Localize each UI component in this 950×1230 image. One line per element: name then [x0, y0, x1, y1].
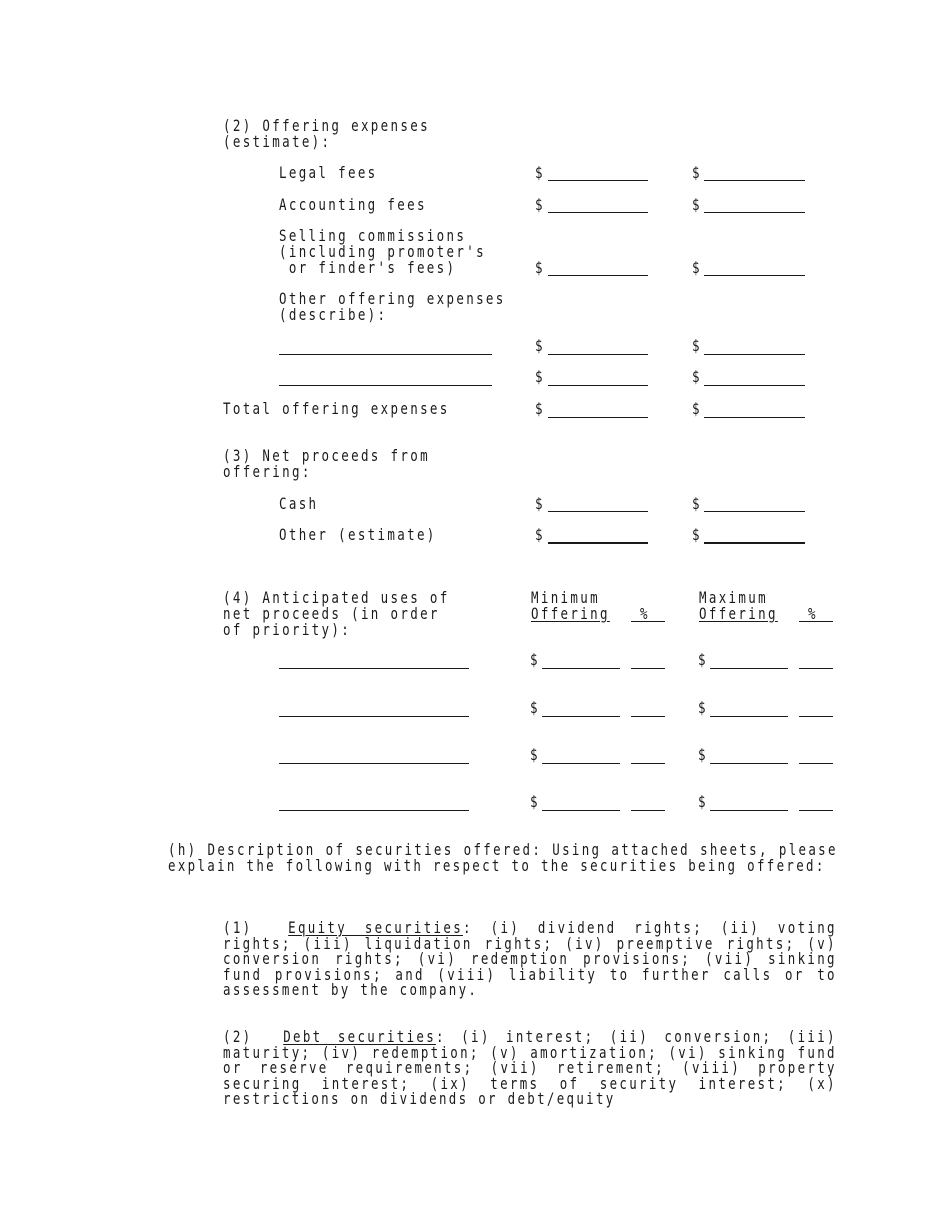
minimum-offering-column-header: Offering: [531, 604, 610, 623]
total-offering-expenses-min-field[interactable]: [548, 417, 648, 418]
other-estimate-max-field[interactable]: [704, 542, 805, 544]
legal-fees-max-field[interactable]: [704, 180, 805, 181]
selling-commissions-min-field[interactable]: [548, 275, 648, 276]
net-proceeds-heading-cont: offering:: [223, 462, 312, 481]
selling-commissions-label: Selling commissions: [279, 226, 467, 245]
securities-description-paragraph: (h) Description of securities offered: Using attached sheets, please explain the following with respect to the securities being offered:: [168, 840, 838, 875]
net-proceeds-heading: (3) Net proceeds from: [223, 446, 430, 465]
selling-commissions-max-dollar: $: [692, 258, 702, 277]
use-2-max-dollar: $: [698, 698, 708, 717]
other-estimate-max-dollar: $: [692, 525, 702, 544]
total-offering-expenses-max-field[interactable]: [704, 417, 805, 418]
accounting-fees-min-dollar: $: [535, 195, 545, 214]
equity-securities-text: : (i) dividend rights; (ii) voting rights; (iii) liquidation rights; (iv) preemptive rights; (v) conversion rights; (vi) redemption provisions; (vii) sinking fund provisions; and (viii) liability to further calls or to assessment by the company.: [223, 918, 837, 999]
other-estimate-label: Other (estimate): [279, 525, 437, 544]
accounting-fees-label: Accounting fees: [279, 195, 427, 214]
use-4-min-percent-field[interactable]: [631, 810, 665, 811]
other-expense-description-field-1[interactable]: [279, 354, 492, 355]
debt-securities-paragraph: [223, 1029, 837, 1107]
use-3-min-percent-field[interactable]: [631, 763, 665, 764]
use-1-min-percent-field[interactable]: [631, 668, 665, 669]
other-expense-1-max-field[interactable]: [704, 354, 805, 355]
selling-commissions-label-cont2: or finder's fees): [279, 258, 457, 277]
uses-of-proceeds-heading: (4) Anticipated uses of: [223, 588, 450, 607]
accounting-fees-max-dollar: $: [692, 195, 702, 214]
accounting-fees-max-field[interactable]: [704, 212, 805, 213]
legal-fees-min-field[interactable]: [548, 180, 648, 181]
offering-expenses-heading: (2) Offering expenses: [223, 116, 430, 135]
use-4-min-dollar: $: [530, 792, 540, 811]
debt-securities-text: : (i) interest; (ii) conversion; (iii) maturity; (iv) redemption; (v) amortization; (vi) sinking fund or reserve requirements; (vii) retirement; (viii) property securing interest; (ix) terms of security interest; (x) restrictions on dividends or debt/equity: [223, 1027, 837, 1108]
total-offering-expenses-min-dollar: $: [535, 399, 545, 418]
other-expense-2-max-dollar: $: [692, 367, 702, 386]
use-4-max-dollar: $: [698, 792, 708, 811]
offering-expenses-heading-cont: (estimate):: [223, 132, 332, 151]
other-expense-1-min-field[interactable]: [548, 354, 648, 355]
other-estimate-min-field[interactable]: [548, 542, 648, 544]
total-offering-expenses-label: Total offering expenses: [223, 399, 450, 418]
other-estimate-min-dollar: $: [535, 525, 545, 544]
cash-max-dollar: $: [692, 494, 702, 513]
use-description-field-1[interactable]: [279, 668, 469, 669]
uses-of-proceeds-heading-cont: net proceeds (in order: [223, 604, 440, 623]
use-2-min-amount-field[interactable]: [542, 716, 620, 717]
maximum-column-header: Maximum: [699, 588, 768, 607]
use-1-min-dollar: $: [530, 650, 540, 669]
use-2-max-amount-field[interactable]: [710, 716, 788, 717]
uses-of-proceeds-heading-cont2: of priority):: [223, 620, 352, 639]
equity-securities-title: Equity securities: [288, 918, 464, 937]
use-description-field-2[interactable]: [279, 716, 469, 717]
use-3-max-amount-field[interactable]: [710, 763, 788, 764]
use-description-field-3[interactable]: [279, 763, 469, 764]
maximum-offering-column-header: Offering: [699, 604, 778, 623]
cash-min-dollar: $: [535, 494, 545, 513]
maximum-percent-header-underline: [799, 621, 833, 622]
legal-fees-max-dollar: $: [692, 163, 702, 182]
selling-commissions-label-cont: (including promoter's: [279, 242, 486, 261]
other-expense-2-min-dollar: $: [535, 367, 545, 386]
other-expense-1-max-dollar: $: [692, 336, 702, 355]
use-2-max-percent-field[interactable]: [799, 716, 833, 717]
use-1-max-dollar: $: [698, 650, 708, 669]
cash-max-field[interactable]: [704, 511, 805, 512]
selling-commissions-min-dollar: $: [535, 258, 545, 277]
legal-fees-label: Legal fees: [279, 163, 378, 182]
maximum-percent-header: %: [808, 604, 818, 623]
other-expense-2-max-field[interactable]: [704, 385, 805, 386]
use-3-max-percent-field[interactable]: [799, 763, 833, 764]
use-4-max-amount-field[interactable]: [710, 810, 788, 811]
other-offering-expenses-label-cont: (describe):: [279, 305, 388, 324]
use-3-min-amount-field[interactable]: [542, 763, 620, 764]
other-expense-description-field-2[interactable]: [279, 385, 492, 386]
cash-min-field[interactable]: [548, 511, 648, 512]
minimum-column-header: Minimum: [531, 588, 600, 607]
equity-securities-number: (1): [223, 918, 253, 937]
use-1-min-amount-field[interactable]: [542, 668, 620, 669]
minimum-percent-header: %: [640, 604, 650, 623]
use-1-max-percent-field[interactable]: [799, 668, 833, 669]
other-offering-expenses-label: Other offering expenses: [279, 289, 506, 308]
use-4-max-percent-field[interactable]: [799, 810, 833, 811]
other-expense-2-min-field[interactable]: [548, 385, 648, 386]
use-3-max-dollar: $: [698, 745, 708, 764]
use-3-min-dollar: $: [530, 745, 540, 764]
other-expense-1-min-dollar: $: [535, 336, 545, 355]
accounting-fees-min-field[interactable]: [548, 212, 648, 213]
selling-commissions-max-field[interactable]: [704, 275, 805, 276]
debt-securities-number: (2): [223, 1027, 253, 1046]
use-1-max-amount-field[interactable]: [710, 668, 788, 669]
cash-label: Cash: [279, 494, 319, 513]
debt-securities-title: Debt securities: [283, 1027, 437, 1046]
use-2-min-percent-field[interactable]: [631, 716, 665, 717]
total-offering-expenses-max-dollar: $: [692, 399, 702, 418]
minimum-percent-header-underline: [631, 621, 665, 622]
use-description-field-4[interactable]: [279, 810, 469, 811]
equity-securities-paragraph: [223, 920, 837, 998]
use-4-min-amount-field[interactable]: [542, 810, 620, 811]
use-2-min-dollar: $: [530, 698, 540, 717]
legal-fees-min-dollar: $: [535, 163, 545, 182]
